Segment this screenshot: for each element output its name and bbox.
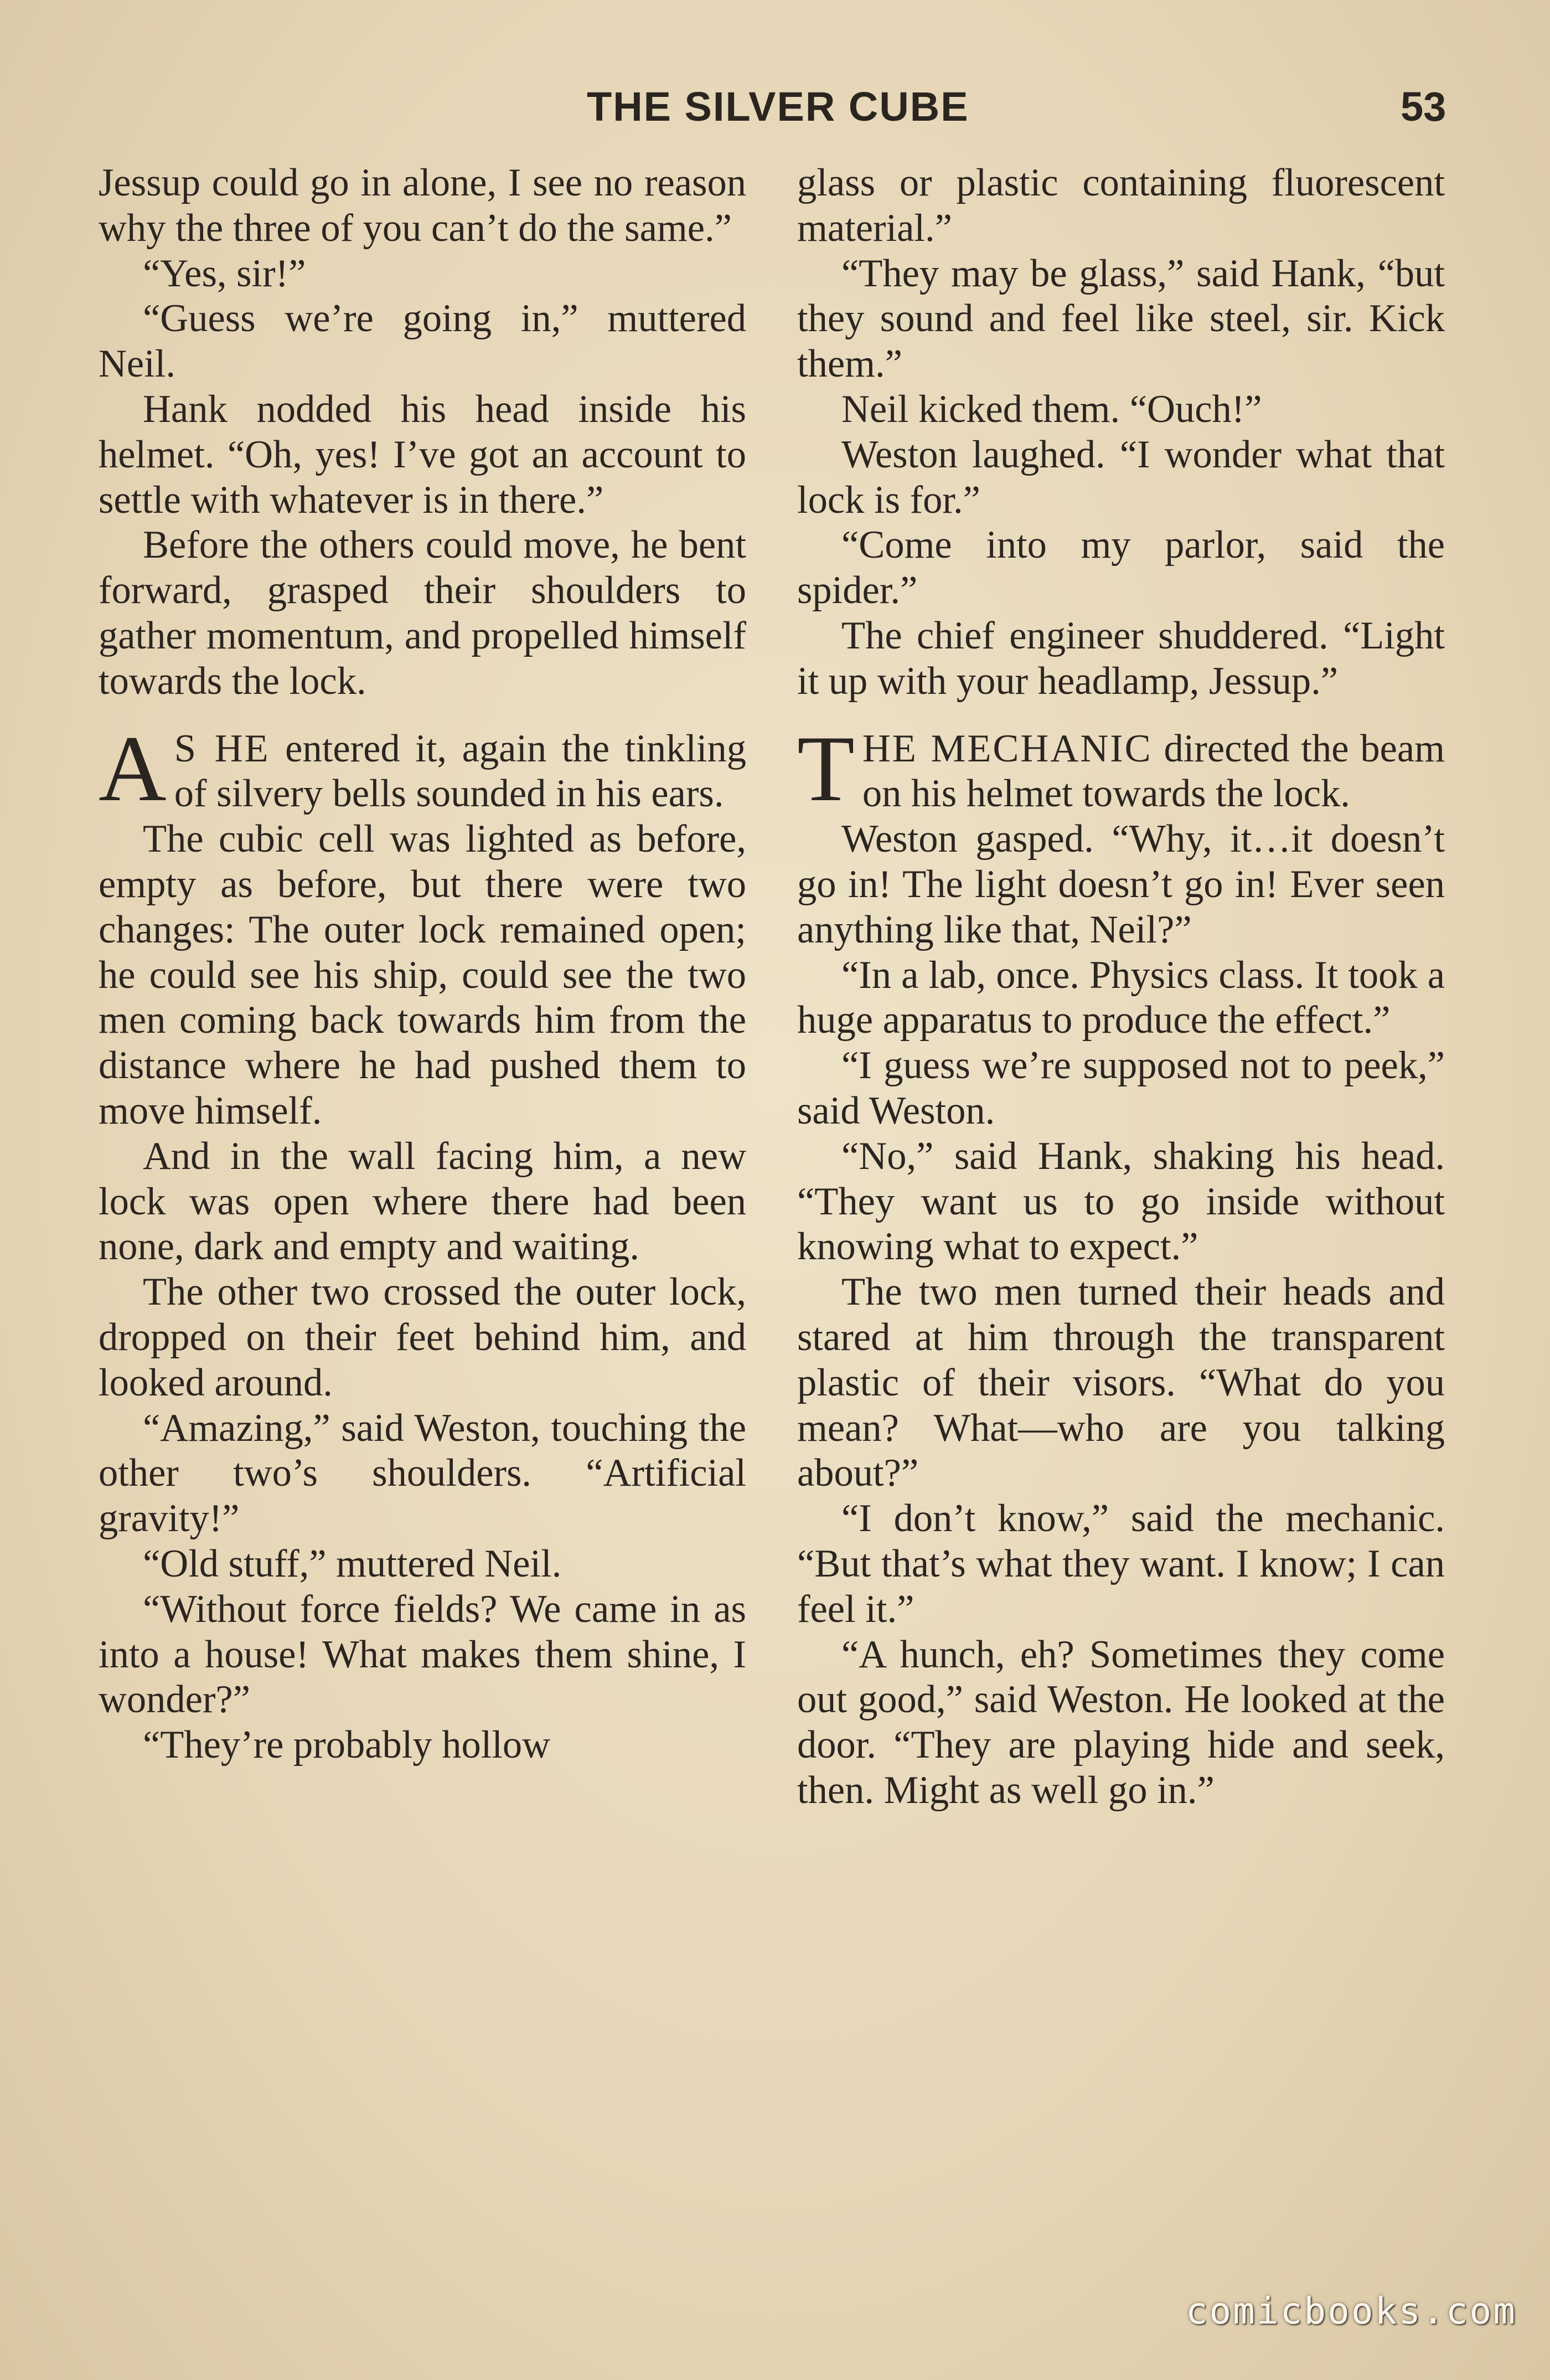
paragraph: “They’re probably hollow (143, 1723, 551, 1767)
paragraph: “Old stuff,” muttered Neil. (143, 1542, 562, 1585)
page-title: THE SILVER CUBE (587, 84, 969, 130)
paragraph: The two men turned their heads and stared at him through the transparent plastic of their visors. “What do you mean? What—who are you talking about?” (797, 1270, 1445, 1495)
paragraph: “I guess we’re supposed not to peek,” said Weston. (797, 1044, 1445, 1132)
paragraph: “In a lab, once. Physics class. It took a huge apparatus to produce the effect.” (797, 953, 1445, 1042)
paragraph: “Come into my parlor, said the spider.” (797, 523, 1445, 612)
paragraph: “No,” said Hank, shaking his head. “They want us to go inside without knowing what to expect.” (797, 1134, 1445, 1269)
running-head (0, 83, 1550, 144)
paragraph: Neil kicked them. “Ouch!” (841, 387, 1262, 431)
lead-in-caps: HE MECHANIC (862, 727, 1153, 770)
paragraph: glass or plastic containing fluorescent material.” (797, 161, 1445, 250)
paragraph: “Yes, sir!” (143, 251, 306, 295)
paragraph: “A hunch, eh? Sometimes they come out good,” said Weston. He looked at the door. “They are playing hide and seek, then. Might as well go in.” (797, 1632, 1445, 1812)
lead-in-caps: S HE (174, 727, 270, 770)
drop-cap-paragraph (797, 716, 1445, 821)
drop-cap: T (797, 716, 855, 821)
paragraph: “Amazing,” said Weston, touching the other two’s shoulders. “Artificial gravity!” (99, 1406, 746, 1541)
paragraph: “Guess we’re going in,” muttered Neil. (99, 297, 746, 386)
paragraph: Weston gasped. “Why, it…it doesn’t go in! The light doesn’t go in! Ever seen anything like that, Neil?” (797, 817, 1445, 951)
paragraph: And in the wall facing him, a new lock was open where there had been none, dark and empty and waiting. (99, 1134, 746, 1269)
watermark: comicbooks.com (1185, 2290, 1517, 2332)
drop-cap: A (99, 716, 167, 821)
right-column (797, 161, 1445, 1814)
page-number: 53 (1401, 84, 1446, 130)
paragraph: Hank nodded his head inside his helmet. “Oh, yes! I’ve got an account to settle with whatever is in there.” (99, 387, 746, 522)
paragraph: The chief engineer shuddered. “Light it up with your headlamp, Jessup.” (797, 614, 1445, 703)
paragraph-text: directed the beam on his helmet towards the lock. (862, 727, 1445, 816)
paragraph: “They may be glass,” said Hank, “but they sound and feel like steel, sir. Kick them.” (797, 251, 1445, 386)
paragraph-text: entered it, again the tinkling of silvery bells sounded in his ears. (174, 727, 746, 816)
paragraph: “Without force fields? We came in as into a house! What makes them shine, I wonder?” (99, 1587, 746, 1722)
left-column (99, 161, 746, 1768)
paragraph: Weston laughed. “I wonder what that lock is for.” (797, 432, 1445, 522)
drop-cap-paragraph (99, 716, 746, 821)
paragraph: The cubic cell was lighted as before, empty as before, but there were two changes: The outer lock remained open; he could see his ship, could see the two men coming back towards him from the distance where he had pushed them to move himself. (99, 817, 746, 1132)
paragraph: “I don’t know,” said the mechanic. “But that’s what they want. I know; I can feel it.” (797, 1497, 1445, 1631)
paragraph: Jessup could go in alone, I see no reason why the three of you can’t do the same.” (99, 161, 746, 250)
paragraph: Before the others could move, he bent forward, grasped their shoulders to gather momentum, and propelled himself towards the lock. (99, 523, 746, 703)
paragraph: The other two crossed the outer lock, dropped on their feet behind him, and looked around. (99, 1270, 746, 1404)
